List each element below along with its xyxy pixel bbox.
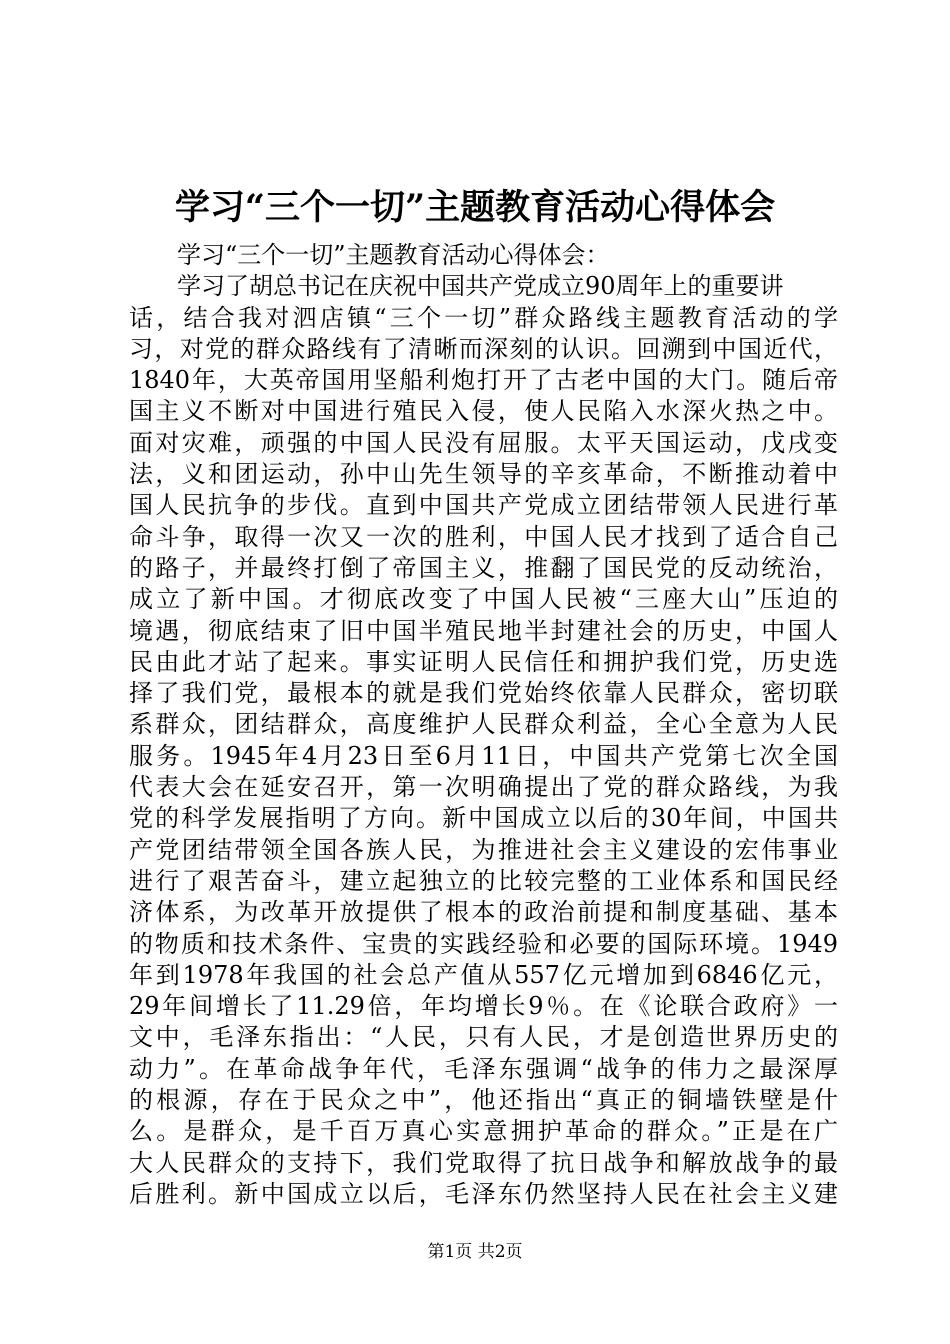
body-line: 国主义不断对中国进行殖民入侵，使人民陷入水深火热之中。 [129,397,838,426]
body-line: 的物质和技术条件、宝贵的实践经验和必要的国际环境。1949 [129,929,838,958]
body-line: 面对灾难，顽强的中国人民没有屈服。太平天国运动，戊戌变 [129,428,838,457]
body-line: 系群众，团结群众，高度维护人民群众利益，全心全意为人民 [129,710,838,739]
body-line: 境遇，彻底结束了旧中国半殖民地半封建社会的历史，中国人 [129,616,838,645]
body-line: 动力”。在革命战争年代，毛泽东强调“战争的伟力之最深厚 [129,1054,838,1083]
document-body [129,240,838,1210]
body-line: 的路子，并最终打倒了帝国主义，推翻了国民党的反动统治， [129,553,838,582]
body-line: 产党团结带领全国各族人民，为推进社会主义建设的宏伟事业 [129,835,838,864]
body-line: 服务。1945年4月23日至6月11日，中国共产党第七次全国 [129,741,838,770]
body-line: 的根源，存在于民众之中”，他还指出“真正的铜墙铁壁是什 [129,1086,838,1115]
document-title: 学习“三个一切”主题教育活动心得体会 [174,187,776,228]
body-line: 党的科学发展指明了方向。新中国成立以后的30年间，中国共 [129,804,838,833]
body-line: 成立了新中国。才彻底改变了中国人民被“三座大山”压迫的 [129,585,838,614]
body-line: 法，义和团运动，孙中山先生领导的辛亥革命，不断推动着中 [129,460,838,489]
body-line: 年到1978年我国的社会总产值从557亿元增加到6846亿元， [129,960,838,989]
body-line: 济体系，为改革开放提供了根本的政治前提和制度基础、基本 [129,898,838,927]
body-line: 国人民抗争的步伐。直到中国共产党成立团结带领人民进行革 [129,491,838,520]
body-line: 代表大会在延安召开，第一次明确提出了党的群众路线，为我 [129,773,838,802]
body-line: 29年间增长了11.29倍，年均增长9％。在《论联合政府》一 [129,992,838,1021]
body-line: 习，对党的群众路线有了清晰而深刻的认识。回溯到中国近代， [129,334,838,363]
body-line: 择了我们党，最根本的就是我们党始终依靠人民群众，密切联 [129,679,838,708]
body-line: 学习了胡总书记在庆祝中国共产党成立90周年上的重要讲 [177,272,784,301]
body-line: 1840年，大英帝国用坚船利炮打开了古老中国的大门。随后帝 [129,366,838,395]
body-line: 话，结合我对泗店镇“三个一切”群众路线主题教育活动的学 [129,303,838,332]
body-line: 文中，毛泽东指出：“人民，只有人民，才是创造世界历史的 [129,1023,838,1052]
page-number: 第1页 共2页 [427,1242,523,1262]
body-line-heading: 学习“三个一切”主题教育活动心得体会： [177,241,610,269]
body-line: 命斗争，取得一次又一次的胜利，中国人民才找到了适合自己 [129,522,838,551]
body-line: 民由此才站了起来。事实证明人民信任和拥护我们党，历史选 [129,647,838,676]
body-line: 进行了艰苦奋斗，建立起独立的比较完整的工业体系和国民经 [129,866,838,895]
body-line: 么。是群众，是千百万真心实意拥护革命的群众。”正是在广 [129,1117,838,1146]
body-line: 大人民群众的支持下，我们党取得了抗日战争和解放战争的最 [129,1148,838,1177]
body-line: 后胜利。新中国成立以后，毛泽东仍然坚持人民在社会主义建 [129,1179,838,1208]
